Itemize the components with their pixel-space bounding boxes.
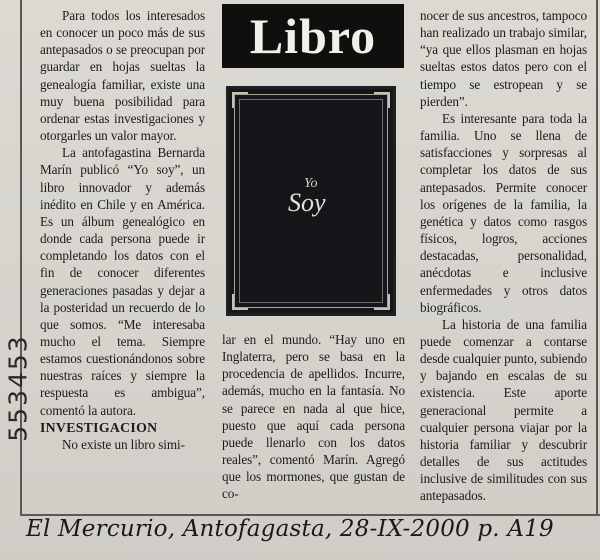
section-banner-title: Libro bbox=[249, 8, 377, 64]
ornament-corner-icon bbox=[232, 92, 248, 108]
paragraph: La antofagastina Bernarda Marín publicó “Yo soy”, un libro innovador y además inédito en Chile y en América. Es un álbum genealógico en donde cada persona puede ir completando los datos con el fin de conocer diferentes generaciones pasadas y dejar a la posteridad un recuerdo de lo que somos. “Me interesaba mucho el tema. Siempre estamos cuestionándonos sobre nuestras raíces y siempre la respuesta es ambigua”, comentó la autora. bbox=[40, 145, 205, 418]
paragraph: La historia de una familia puede comenzar a contarse desde cualquier punto, subiendo y bajando en escalas de su existencia. Este aporte generacional permite a cualquier persona viajar por la historia familiar y descubrir detalles de sus actitudes inclusive de similitudes con sus antepasados. bbox=[420, 316, 587, 504]
handwritten-source-note: El Mercurio, Antofagasta, 28-IX-2000 p. A19 bbox=[26, 516, 554, 542]
book-cover-title-line2: Soy bbox=[288, 188, 326, 217]
paragraph: Es interesante para toda la familia. Uno se llena de satisfacciones y sorpresas al completar los datos de sus antepasados. Permite conocer los orígenes de la familia, la genética y datos como rasgos físicos, logros, acciones destacadas, personalidad, anécdotas e inclusive enfermedades y otros datos biográficos. bbox=[420, 110, 587, 315]
article-column-2 bbox=[222, 331, 405, 503]
paragraph: Para todos los interesados en conocer un poco más de sus antepasados o se preocupan por guardar en hojas sueltas la genealogía familiar, existe una muy buena posibilidad para ordenar estas investigaciones y otorgarles un valor mayor. bbox=[40, 8, 205, 144]
book-cover-title-line1: Yo bbox=[304, 176, 318, 191]
clipping-border-right bbox=[596, 0, 598, 515]
book-cover-image bbox=[226, 86, 396, 316]
article-column-1 bbox=[40, 7, 205, 453]
archive-stamp-number: 553453 bbox=[3, 334, 33, 442]
paragraph: nocer de sus ancestros, tampoco han realizado un trabajo similar, “ya que ellos plasman en hojas sueltas estos datos pero con el tiempo se estropean y se pierden”. bbox=[420, 8, 587, 109]
section-heading: INVESTIGACION bbox=[40, 419, 158, 435]
ornament-corner-icon bbox=[232, 294, 248, 310]
archive-stamp bbox=[0, 336, 38, 440]
ornament-corner-icon bbox=[374, 294, 390, 310]
paragraph: No existe un libro simi- bbox=[62, 436, 185, 452]
paragraph: lar en el mundo. “Hay uno en Inglaterra, pero se basa en la procedencia de apellidos. Incurre, además, mucho en la fantasía. No se parece en nada al que hice, puesto que aquí cada persona puede llenarlo con los datos reales”, comentó Marín. Agregó que los mormones, que gustan de co- bbox=[222, 332, 405, 502]
ornament-corner-icon bbox=[374, 92, 390, 108]
article-column-3 bbox=[420, 7, 587, 505]
section-banner bbox=[222, 4, 404, 68]
